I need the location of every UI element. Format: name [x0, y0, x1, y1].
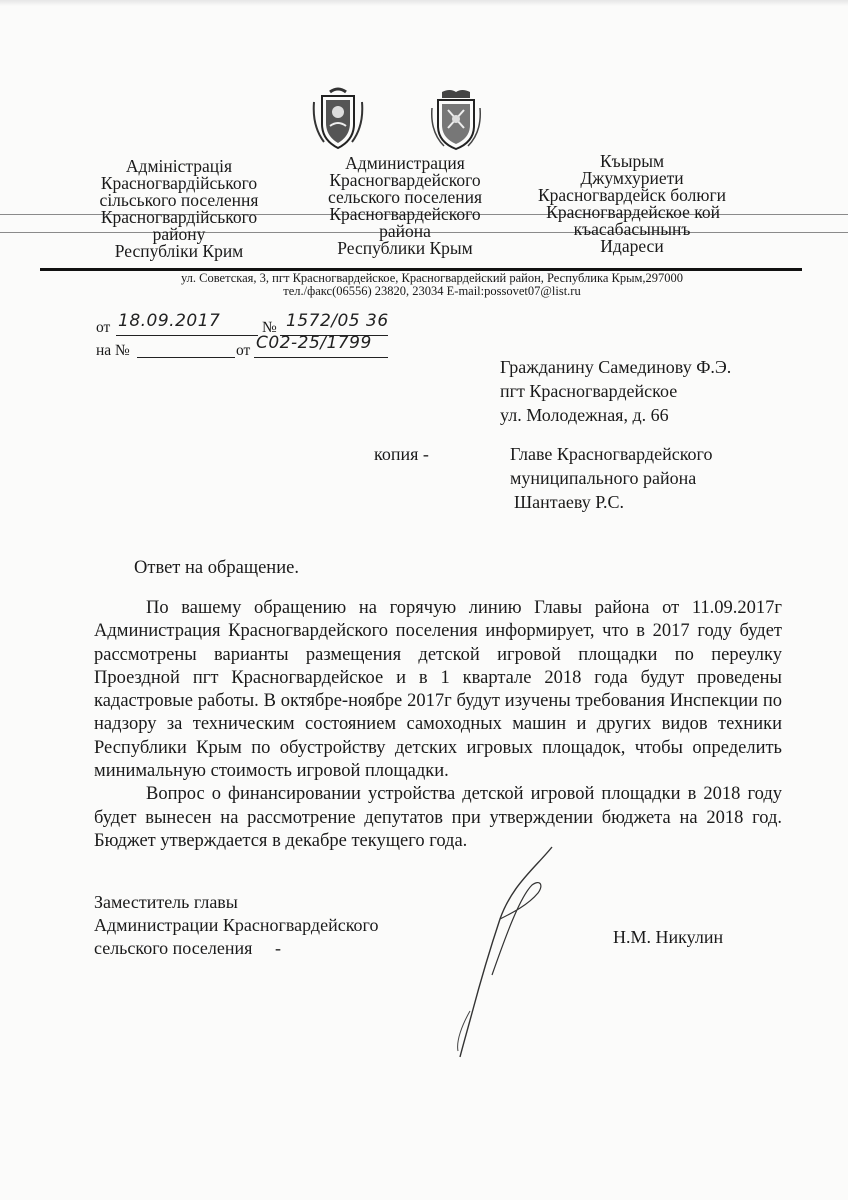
body-paragraph: По вашему обращению на горячую линию Главы района от 11.09.2017г Администрация Красногвардейского поселения информирует, что в 2017 году будет рассмотрены варианты размещения детской игровой площадки по переулку Проездной пгт Красногвардейское и в 1 квартале 2018 года будут проведены кадастровые работы. В октябре-ноябре 2017г будут изучены требования Инспекции по надзору за техническим состоянием самоходных машин и других видов техники Республики Крым по обустройству детских игровых площадок, чтобы определить минимальную стоимость игровой площадки.	[94, 598, 782, 782]
header-line: Красногвардійського	[100, 207, 258, 227]
header-russian	[312, 155, 498, 257]
reply-from-label: от	[236, 342, 251, 359]
header-line: Красногвардейского	[329, 170, 481, 190]
addressee-block	[500, 355, 731, 427]
addressee-line: Гражданину Самединову Ф.Э.	[500, 357, 732, 377]
signatory-line: Заместитель главы	[94, 892, 238, 912]
addressee-line: пгт Красногвардейское	[500, 381, 678, 401]
krasnogvardeysky-coat-of-arms-icon	[428, 86, 484, 152]
header-address	[142, 272, 722, 298]
signatory-title	[94, 891, 378, 960]
header-line: Красногвардейского	[329, 204, 481, 224]
body-paragraph: Вопрос о финансировании устройства детской игровой площадки в 2018 году будет вынесен на рассмотрение депутатов при утверждении бюджета на 2018 год. Бюджет утверждается в декабре текущего года.	[94, 784, 782, 851]
copy-line: Главе Красногвардейского	[510, 444, 713, 464]
outgoing-number: 1572/05 36	[286, 311, 389, 331]
letter-body	[94, 597, 782, 853]
header-line: Идареси	[600, 236, 664, 256]
handwritten-signature	[440, 845, 590, 1060]
reply-date-underline	[254, 357, 388, 358]
copy-label: копия -	[374, 444, 429, 464]
header-line: сельского поселения	[327, 187, 483, 207]
subject-line: Ответ на обращение.	[134, 558, 299, 578]
header-line: району	[152, 224, 206, 244]
from-date: 18.09.2017	[118, 311, 221, 331]
header-line: сільського поселення	[99, 190, 259, 210]
copy-recipient-block	[510, 442, 712, 514]
address-line: тел./факс(06556) 23820, 23034 E-mail:possovet07@list.ru	[283, 284, 581, 298]
signatory-name: Н.М. Никулин	[613, 927, 724, 947]
copy-line: муниципального района	[510, 468, 697, 488]
from-date-underline	[116, 335, 258, 336]
copy-line: Шантаеву Р.С.	[514, 492, 624, 512]
crimea-coat-of-arms-icon	[310, 86, 366, 152]
header-line: Республики Крым	[337, 238, 473, 258]
header-line: Джумхуриети	[580, 168, 684, 188]
header-line: района	[379, 221, 431, 241]
header-ukrainian	[86, 158, 272, 260]
header-line: Администрация	[345, 153, 465, 173]
reply-reference: С02-25/1799	[256, 333, 372, 353]
header-line: Красногвардейское кой	[546, 202, 720, 222]
header-line: Красногвардейск болюги	[537, 185, 727, 205]
signatory-line: сельского поселения -	[94, 938, 281, 958]
reply-label: на №	[96, 342, 130, 359]
reply-number-underline	[137, 357, 235, 358]
from-label: от	[96, 319, 111, 336]
header-line: къасабасынынъ	[573, 219, 691, 239]
signatory-line: Администрации Красногвардейского	[94, 915, 379, 935]
number-label: №	[262, 319, 277, 336]
header-crimean-tatar	[524, 153, 740, 255]
addressee-line: ул. Молодежная, д. 66	[500, 405, 669, 425]
header-line: Къырым	[599, 151, 665, 171]
header-line: Республіки Крим	[114, 241, 244, 261]
address-line: ул. Советская, 3, пгт Красногвардейское, Красногвардейский район, Республика Крым,297000	[180, 271, 684, 285]
header-line: Красногвардійського	[100, 173, 258, 193]
header-line: Адміністрація	[125, 156, 233, 176]
